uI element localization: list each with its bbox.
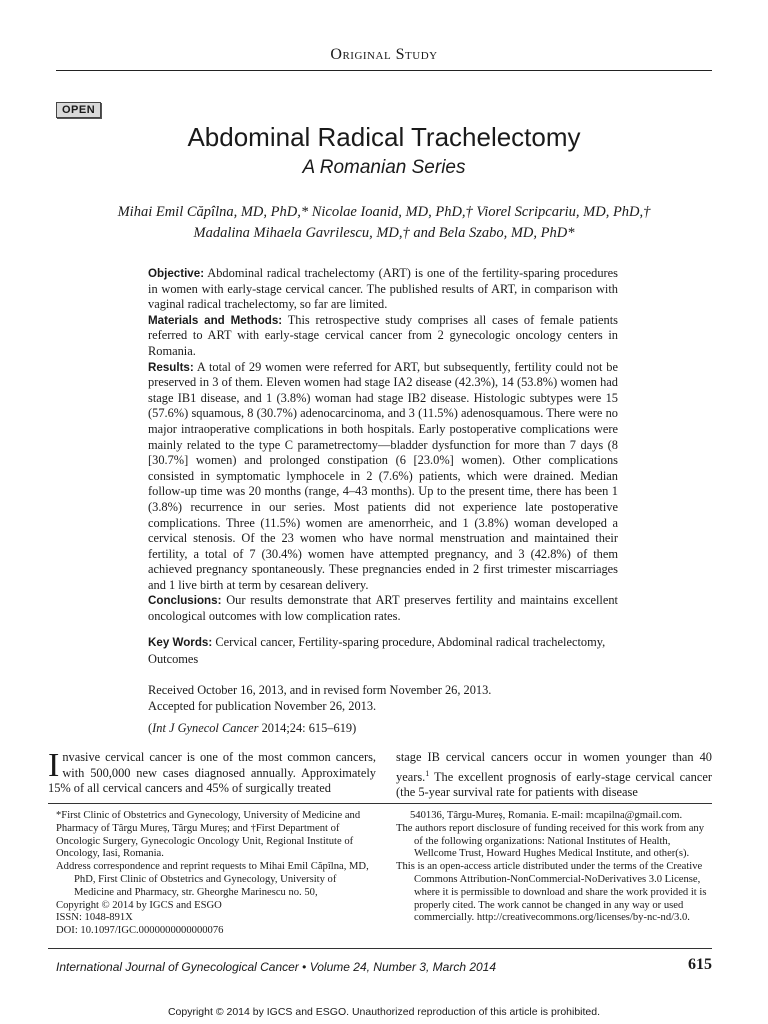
authors-line-1: Mihai Emil Căpîlna, MD, PhD,* Nicolae Ioanid, MD, PhD,† Viorel Scripcariu, MD, PhD,† <box>117 204 651 220</box>
drop-cap: I <box>48 747 60 784</box>
article-title: Abdominal Radical Trachelectomy <box>187 122 581 152</box>
volume-info: Volume 24, Number 3, March 2014 <box>309 960 497 974</box>
abstract-results <box>148 360 618 594</box>
authors-line-2: Madalina Mihaela Gavrilescu, MD,† and Bela Szabo, MD, PhD* <box>193 225 575 241</box>
correspondence-note: Address correspondence and reprint requests to Mihai Emil Căpîlna, MD, PhD, First Clinic of Obstetrics and Gynecology, University of Medicine and Pharmacy, str. Gheorghe Marinescu no. 50, <box>56 861 369 898</box>
conclusions-label: Conclusions: <box>148 594 222 608</box>
citation-open: ( <box>148 721 153 735</box>
body-column-right <box>396 750 712 801</box>
copyright-note: Copyright © 2014 by IGCS and ESGO <box>56 899 222 911</box>
footnotes-right <box>396 810 712 925</box>
doi-note: DOI: 10.1097/IGC.0000000000000076 <box>56 925 224 937</box>
keywords-label: Key Words: <box>148 636 213 649</box>
footer-separator: • <box>302 960 307 974</box>
header-rule <box>56 70 712 71</box>
author-list <box>60 202 708 244</box>
affiliations-note: *First Clinic of Obstetrics and Gynecology, University of Medicine and Pharmacy of Târgu Mureș, Târgu Mureș; and †First Department of Oncologic Surgery, Gynecologic Oncology Unit, Regional Institute of Oncology, Iasi, Romania. <box>56 810 361 860</box>
citation <box>148 721 618 736</box>
abstract <box>148 266 618 625</box>
key-words <box>148 634 618 667</box>
footer-rule <box>48 948 712 949</box>
abstract-methods <box>148 313 618 360</box>
body-right-text-b: The excellent prognosis of early-stage cervical cancer (the 5-year survival rate for patients with disease <box>396 769 712 800</box>
disclosure-note: The authors report disclosure of funding received for this work from any of the following organizations: National Institutes of Health, Wellcome Trust, Howard Hughes Medical Institute, and other(s). <box>396 822 705 860</box>
objective-text: Abdominal radical trachelectomy (ART) is one of the fertility-sparing procedures in women with early-stage cervical cancer. The published results of ART, in comparison with vaginal radical trachelectomy, so far are limited. <box>148 266 618 312</box>
objective-label: Objective: <box>148 267 205 280</box>
abstract-conclusions <box>148 593 618 624</box>
citation-journal: Int J Gynecol Cancer <box>152 721 259 735</box>
article-subtitle: A Romanian Series <box>302 157 466 178</box>
footnote-rule <box>48 803 712 804</box>
copyright-notice: Copyright © 2014 by IGCS and ESGO. Unauthorized reproduction of this article is prohibited. <box>167 1006 601 1018</box>
methods-text: This retrospective study comprises all cases of female patients referred to ART with early-stage cervical cancer from 2 gynecologic oncology centers in Romania. <box>148 312 619 358</box>
license-note: This is an open-access article distributed under the terms of the Creative Commons Attribution-NonCommercial-NoDerivatives 3.0 License, where it is permissible to download and share the work provided it is properly cited. The work cannot be changed in any way or used commercially. http://creativecommons.org/licenses/by-nc-nd/3.0. <box>396 861 707 924</box>
accepted-date: Accepted for publication November 26, 2013. <box>148 698 377 713</box>
methods-label: Materials and Methods: <box>148 313 283 327</box>
results-text: A total of 29 women were referred for ART, but subsequently, fertility could not be preserved in 3 of them. Eleven women had stage IA2 disease (42.3%), 14 (53.8%) women had stage IB1 disease, and 1 (3.8%) woman had stage IB2 disease. Histologic subtypes were 15 (57.6%) squamous, 8 (30.7%) adenocarcinoma, and 3 (11.5%) adenosquamous. There were no major intraoperative complications in both hospitals. Early postoperative complications were mainly related to the type C parametrectomy—bladder dysfunction for more than 7 days (8 [30.7%] women) and prolonged constipation (6 [23.0%] women). Other complications consisted in symptomatic lymphocele in 2 (7.6%) patients, which were drained. Median follow-up time was 20 months (range, 4–43 months). Up to the present time, there has been 1 (3.8%) recurrence in our series. Most patients did not experience late postoperative complications. Three (11.5%) women are amenorrheic, and 1 (3.8%) woman developed a cervical stenosis. Of the 23 women who have normal menstruation and maintained their fertility, a total of 7 (30.4%) women have attempted pregnancy, and 3 (42.8%) of them achieved pregnancy spontaneously. These pregnancies ended in 2 first trimester miscarriages and 1 live birth at term by cesarean delivery. <box>148 359 618 592</box>
keywords-text: Cervical cancer, Fertility-sparing procedure, Abdominal radical trachelectomy, Outcomes <box>148 635 606 666</box>
received-date: Received October 16, 2013, and in revised form November 26, 2013. <box>148 683 492 697</box>
conclusions-text: Our results demonstrate that ART preserves fertility and maintains excellent oncological outcomes with low complication rates. <box>148 593 618 624</box>
page-number: 615 <box>688 956 712 973</box>
body-left-text: nvasive cervical cancer is one of the most common cancers, with 500,000 new cases diagnosed annually. Approximately 15% of all cervical cancers and 45% of surgically treated <box>48 750 376 796</box>
journal-name: International Journal of Gynecological Cancer <box>56 960 299 974</box>
footnotes-left <box>56 810 376 938</box>
running-footer <box>56 960 712 974</box>
body-right-text-a: stage IB cervical cancers occur in women younger than 40 years. <box>396 750 712 784</box>
open-access-badge: OPEN <box>56 102 101 118</box>
section-label: Original Study <box>330 46 438 63</box>
body-column-left <box>48 747 376 797</box>
reference-link[interactable]: 1 <box>425 768 430 778</box>
article-dates <box>148 683 618 714</box>
issn-note: ISSN: 1048-891X <box>56 912 133 924</box>
results-label: Results: <box>148 360 194 374</box>
citation-rest: 2014;24: 615–619) <box>258 721 357 735</box>
correspondence-note-continued: 540136, Târgu-Mureș, Romania. E-mail: mcapilna@gmail.com. <box>410 810 683 821</box>
abstract-objective <box>148 266 618 313</box>
